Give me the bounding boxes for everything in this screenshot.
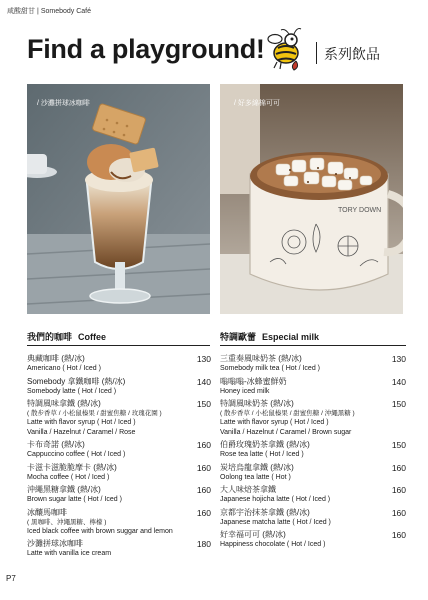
item-price: 160 <box>391 462 406 473</box>
milk-section-title <box>220 330 319 343</box>
menu-item <box>27 354 211 374</box>
menu-item <box>220 377 406 397</box>
milk-menu-list <box>220 354 406 553</box>
menu-item <box>220 463 406 483</box>
brand-line <box>7 6 91 16</box>
item-name-en: Japanese hojicha latte ( Hot / Iced ) <box>220 496 331 503</box>
item-name-zh: 沖繩黑糖拿鐵 (熱/冰) <box>27 485 101 494</box>
item-price: 160 <box>391 485 406 495</box>
item-price: 160 <box>196 462 211 473</box>
item-note: ( 黑咖啡、沖繩黑糖、檸檬 ) <box>27 518 107 526</box>
iced-coffee-photo <box>27 84 210 314</box>
item-note: ( 散步香草 / 小松鼠榛果 / 甜蜜焦糖 / 沖繩黑糖 ) <box>220 410 355 417</box>
coffee-menu-list <box>27 354 211 562</box>
item-name-en: Somebody latte ( Hot / Iced ) <box>27 387 117 395</box>
brand-separator: | <box>37 8 39 15</box>
item-name-zh: 三重奏風味奶茶 (熱/冰) <box>220 354 302 363</box>
menu-item <box>220 440 406 460</box>
item-name-zh: 嗡嗡嗡-冰蜂蜜鮮奶 <box>220 376 287 386</box>
milk-title-zh: 特調歐蕾 <box>220 332 257 342</box>
item-price: 160 <box>196 507 211 518</box>
bee-mascot-icon <box>261 26 309 72</box>
item-price: 160 <box>196 440 211 450</box>
milk-divider <box>220 345 406 346</box>
coffee-divider <box>27 345 210 346</box>
item-price: 140 <box>391 376 406 387</box>
menu-item <box>220 399 406 437</box>
menu-item <box>27 539 211 559</box>
menu-item <box>220 530 406 550</box>
item-name-en: Japanese matcha latte ( Hot / Iced ) <box>220 518 331 526</box>
item-flavors-en: Vanilla / Hazelnut / Caramel / Brown sugar <box>220 428 352 436</box>
menu-item <box>27 485 211 505</box>
item-price: 150 <box>391 399 406 409</box>
item-price: 160 <box>391 507 406 518</box>
coffee-title-zh: 我們的咖啡 <box>27 332 73 342</box>
item-name-zh: 典藏咖啡 (熱/冰) <box>27 354 85 363</box>
item-price: 160 <box>391 530 406 540</box>
photo-tag-cocoa: / 好多綿棉可可 <box>234 100 280 107</box>
item-name-en: Mocha coffee ( Hot / Iced ) <box>27 473 110 481</box>
page-title: Find a playground! <box>27 34 265 64</box>
brand-name-en: Somebody Café <box>40 8 92 15</box>
item-name-en: Rose tea latte ( Hot / Iced ) <box>220 451 304 458</box>
item-name-zh: 特調風味拿鐵 (熱/冰) <box>27 399 101 408</box>
menu-item <box>27 440 211 460</box>
item-name-en: Happiness chocolate ( Hot / Iced ) <box>220 541 326 548</box>
menu-item <box>27 508 211 537</box>
item-name-zh: 沙灘拼球冰咖啡 <box>27 539 83 548</box>
item-name-en: Cappuccino coffee ( Hot / Iced ) <box>27 451 126 458</box>
menu-item <box>27 463 211 483</box>
title-divider <box>316 42 317 64</box>
iced-coffee-illustration <box>27 84 210 314</box>
item-price: 150 <box>196 399 211 409</box>
page-subtitle: 系列飲品 <box>324 46 380 62</box>
item-name-zh: 卡滋卡滋脆脆摩卡 (熱/冰) <box>27 462 117 472</box>
item-name-en: Americano ( Hot / Iced ) <box>27 365 101 372</box>
page-number: P7 <box>6 574 16 583</box>
coffee-title-en: Coffee <box>78 332 107 342</box>
item-name-zh: 特調風味奶茶 (熱/冰) <box>220 399 294 408</box>
item-flavors-en: Vanilla / Hazelnut / Caramel / Rose <box>27 428 136 436</box>
item-note: ( 散步香草 / 小松鼠榛果 / 甜蜜焦糖 / 玫瑰花園 ) <box>27 410 162 417</box>
item-name-en: Latte with vanilla ice cream <box>27 550 112 557</box>
menu-item <box>220 508 406 528</box>
item-price: 140 <box>196 376 211 387</box>
item-name-en: Iced black coffee with brown suggar and lemon <box>27 527 173 535</box>
item-name-en: Latte with flavor syrup ( Hot / Iced ) <box>27 419 136 426</box>
item-name-zh: Somebody 拿鐵咖啡 (熱/冰) <box>27 376 126 386</box>
item-name-en: Somebody milk tea ( Hot / Iced ) <box>220 365 320 372</box>
item-price: 130 <box>391 354 406 364</box>
milk-title-en: Especial milk <box>262 332 320 342</box>
brand-name-zh: 咸酸甜甘 <box>7 8 35 15</box>
item-price: 150 <box>391 440 406 450</box>
menu-item <box>27 377 211 397</box>
item-name-zh: 京都宇治抹茶拿鐵 (熱/冰) <box>220 507 310 517</box>
item-name-zh: 大人味焙茶拿鐵 <box>220 485 276 494</box>
photo-tag-iced-coffee: / 沙灘拼球冰咖啡 <box>37 100 90 107</box>
item-name-en: Latte with flavor syrup ( Hot / Iced ) <box>220 419 329 426</box>
item-name-zh: 好幸福可可 (熱/冰) <box>220 530 286 539</box>
item-name-en: Oolong tea latte ( Hot ) <box>220 473 291 481</box>
item-price: 180 <box>196 539 211 549</box>
item-name-en: Brown sugar latte ( Hot / Iced ) <box>27 496 122 503</box>
svg-text:TORY DOWN: TORY DOWN <box>338 207 382 214</box>
coffee-section-title <box>27 330 106 343</box>
cocoa-illustration <box>220 84 403 314</box>
menu-item <box>220 354 406 374</box>
item-price: 130 <box>196 354 211 364</box>
item-name-en: Honey iced milk <box>220 387 270 395</box>
item-name-zh: 炭培烏龍拿鐵 (熱/冰) <box>220 462 294 472</box>
item-name-zh: 卡布奇諾 (熱/冰) <box>27 440 85 449</box>
menu-item <box>220 485 406 505</box>
item-name-zh: 伯爵玫瑰奶茶拿鐵 (熱/冰) <box>220 440 310 449</box>
menu-item <box>27 399 211 437</box>
item-price: 160 <box>196 485 211 495</box>
cocoa-photo <box>220 84 403 314</box>
item-name-zh: 冰釀馬咖啡 <box>27 507 67 517</box>
